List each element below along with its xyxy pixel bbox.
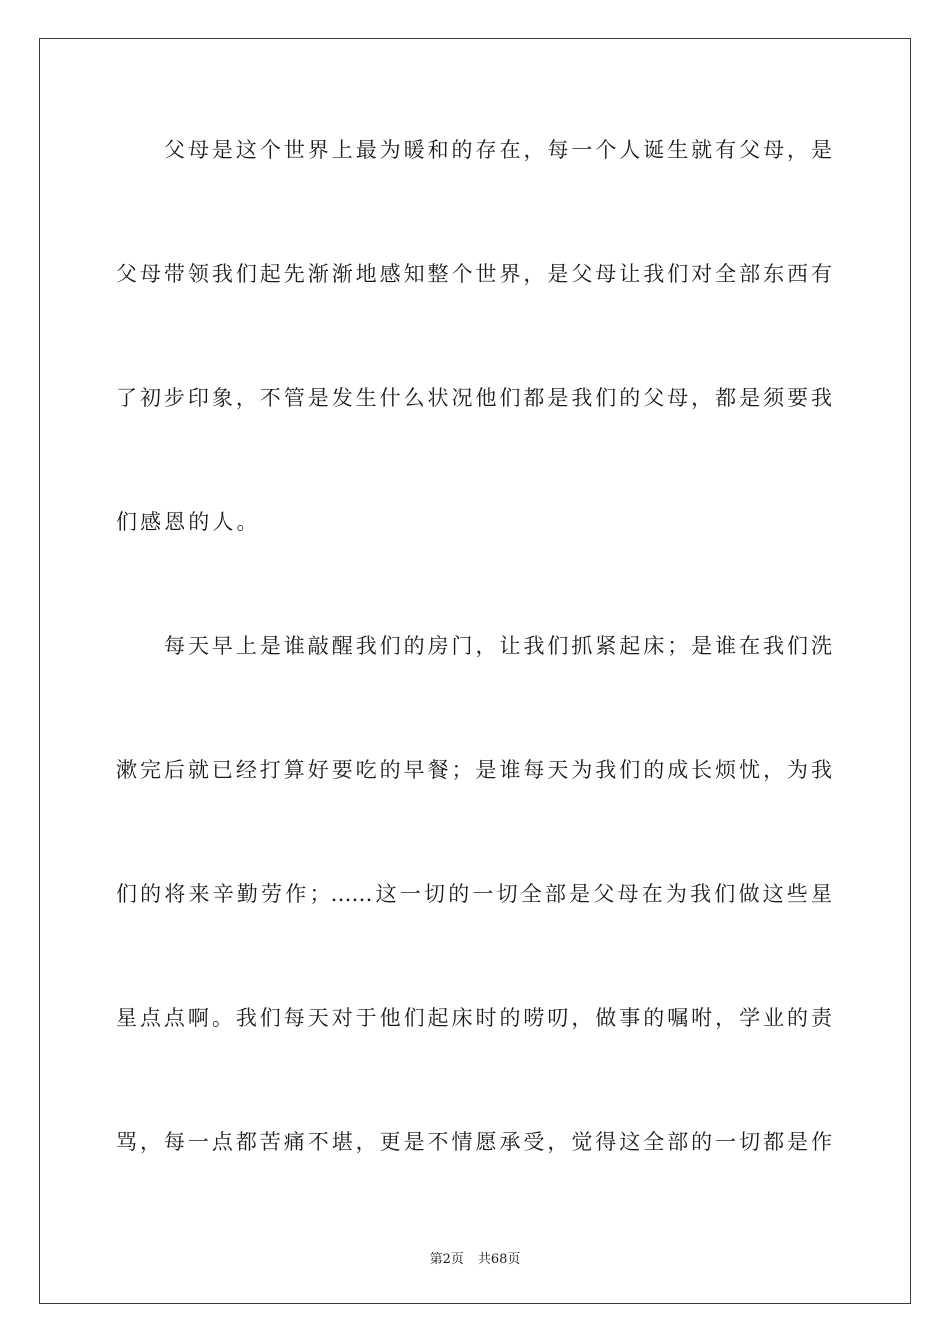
paragraph-2-line-1: 每天早上是谁敲醒我们的房门，让我们抓紧起床；是谁在我们洗 — [164, 634, 832, 658]
paragraph-1-line-2: 父母带领我们起先渐渐地感知整个世界，是父母让我们对全部东西有 — [116, 262, 832, 286]
paragraph-2-line-4: 星点点啊。我们每天对于他们起床时的唠叨，做事的嘱咐，学业的责 — [116, 1006, 832, 1030]
paragraph-1-line-3: 了初步印象，不管是发生什么状况他们都是我们的父母，都是须要我 — [116, 386, 832, 410]
paragraph-2-line-5: 骂，每一点都苦痛不堪，更是不情愿承受，觉得这全部的一切都是作 — [116, 1130, 832, 1154]
page-border — [39, 38, 911, 1304]
page-total: 共68页 — [477, 1252, 521, 1267]
paragraph-2-line-2: 漱完后就已经打算好要吃的早餐；是谁每天为我们的成长烦忧，为我 — [116, 758, 832, 782]
page-footer — [0, 1248, 950, 1267]
paragraph-2-line-3: 们的将来辛勤劳作；……这一切的一切全部是父母在为我们做这些星 — [116, 882, 832, 906]
paragraph-1-line-4: 们感恩的人。 — [116, 510, 261, 534]
paragraph-1-line-1: 父母是这个世界上最为暖和的存在，每一个人诞生就有父母，是 — [164, 138, 832, 162]
page-number: 第2页 — [429, 1252, 464, 1267]
